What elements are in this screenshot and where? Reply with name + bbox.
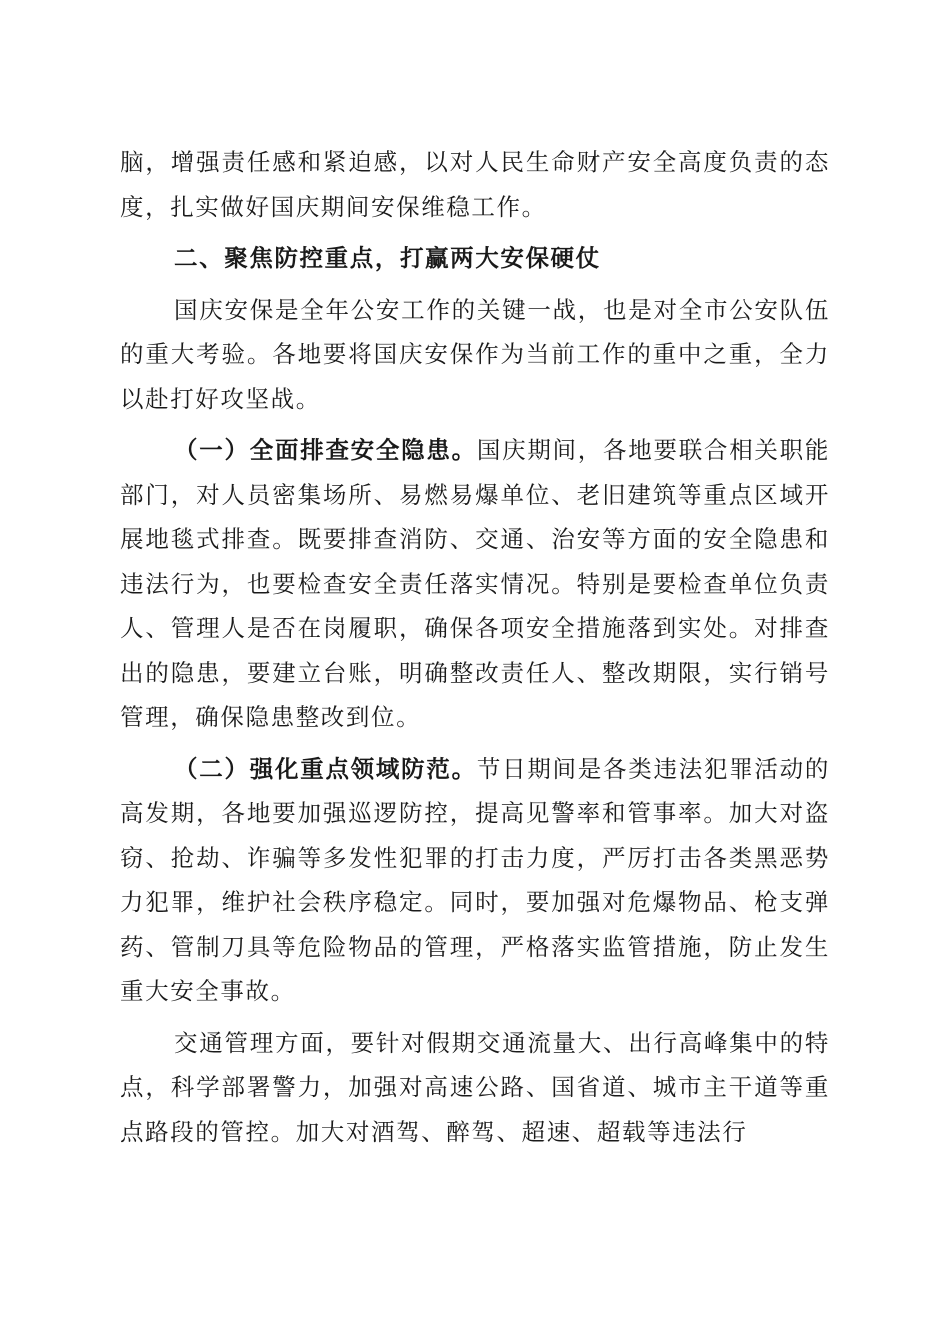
paragraph-section-1 [120,428,830,740]
spacer [120,281,830,288]
paragraph-section-2 [120,747,830,1014]
spacer [120,1014,830,1021]
paragraph-continued: 脑，增强责任感和紧迫感，以对人民生命财产安全高度负责的态度，扎实做好国庆期间安保维稳工作。 [120,148,830,221]
spacer [120,421,830,428]
paragraph-traffic: 交通管理方面，要针对假期交通流量大、出行高峰集中的特点，科学部署警力，加强对高速公路、国省道、城市主干道等重点路段的管控。加大对酒驾、醉驾、超速、超载等违法行 [120,1028,830,1146]
paragraph-intro: 国庆安保是全年公安工作的关键一战，也是对全市公安队伍的重大考验。各地要将国庆安保作为当前工作的重中之重，全力以赴打好攻坚战。 [120,295,830,413]
subsection-title-1: （一）全面排查安全隐患。 [174,436,477,464]
section-heading: 二、聚焦防控重点，打赢两大安保硬仗 [174,244,601,272]
subsection-title-2: （二）强化重点领域防范。 [174,754,477,783]
subsection-body-2: 节日期间是各类违法犯罪活动的高发期，各地要加强巡逻防控，提高见警率和管事率。加大对盗窃、抢劫、诈骗等多发性犯罪的打击力度，严厉打击各类黑恶势力犯罪，维护社会秩序稳定。同时，要加强对危爆物品、枪支弹药、管制刀具等危险物品的管理，严格落实监管措施，防止发生重大安全事故。 [120,754,830,1005]
document-body [120,140,830,1154]
subsection-body-1: 国庆期间，各地要联合相关职能部门，对人员密集场所、易燃易爆单位、老旧建筑等重点区域开展地毯式排查。既要排查消防、交通、治安等方面的安全隐患和违法行为，也要检查安全责任落实情况。特别是要检查单位负责人、管理人是否在岗履职，确保各项安全措施落到实处。对排查出的隐患，要建立台账，明确整改责任人、整改期限，实行销号管理，确保隐患整改到位。 [120,436,830,731]
spacer [120,740,830,747]
spacer [120,229,830,236]
